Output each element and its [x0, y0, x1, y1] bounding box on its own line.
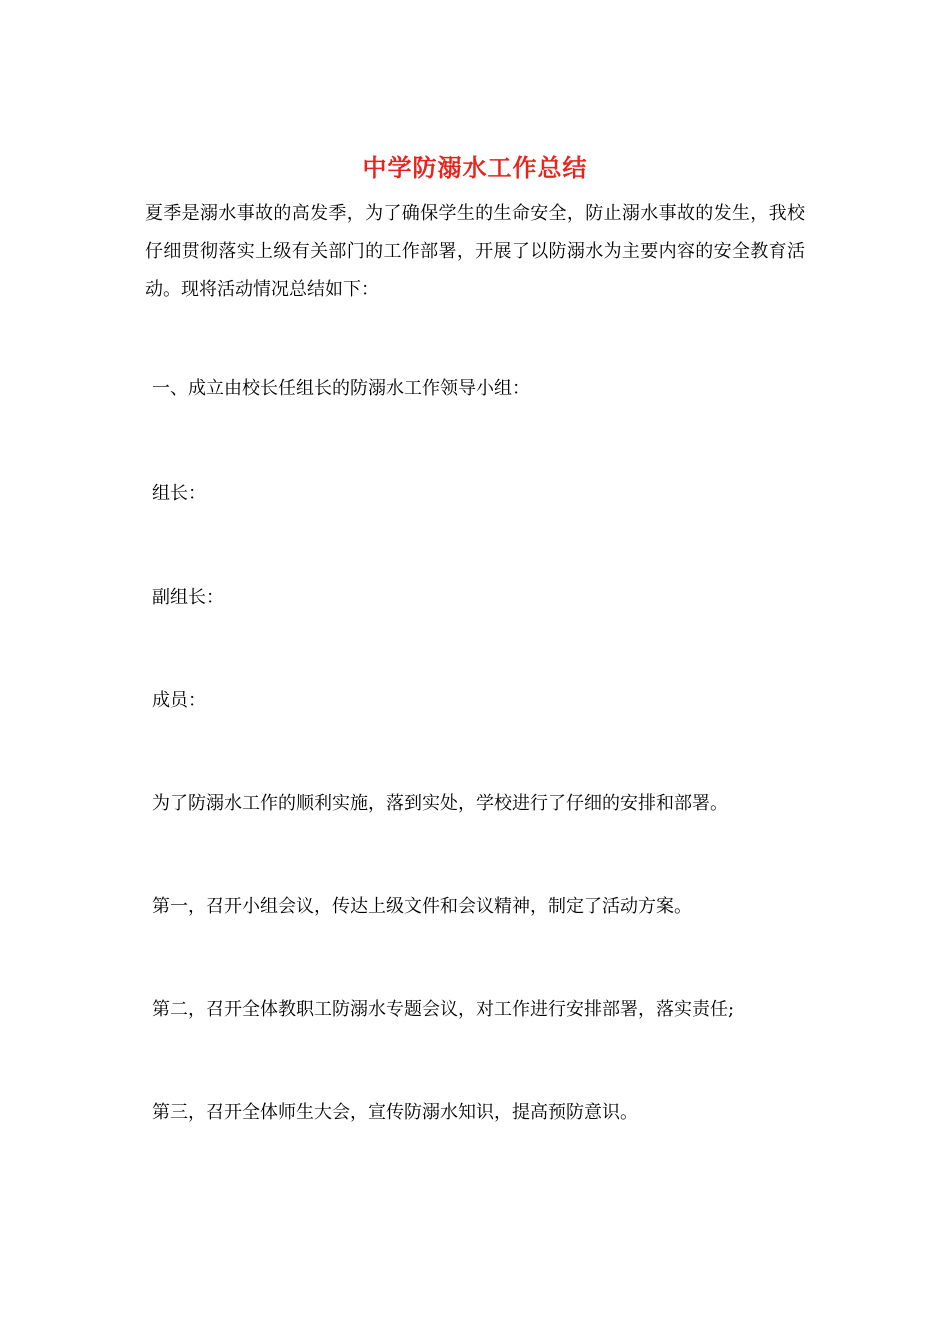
- leader-label: 组长：: [152, 483, 206, 504]
- step-1-paragraph: 第一，召开小组会议，传达上级文件和会议精神，制定了活动方案。: [152, 896, 692, 917]
- step-3-paragraph: 第三，召开全体师生大会，宣传防溺水知识，提高预防意识。: [152, 1102, 638, 1123]
- document-title: 中学防溺水工作总结: [362, 153, 588, 182]
- intro-paragraph: 夏季是溺水事故的高发季，为了确保学生的生命安全，防止溺水事故的发生，我校仔细贯彻落实上级有关部门的工作部署，开展了以防溺水为主要内容的安全教育活动。现将活动情况总结如下：: [145, 203, 805, 300]
- section-1-heading: 一、成立由校长任组长的防溺水工作领导小组：: [152, 378, 530, 399]
- members-label: 成员：: [152, 690, 206, 711]
- step-2-paragraph: 第二，召开全体教职工防溺水专题会议，对工作进行安排部署，落实责任;: [152, 999, 735, 1020]
- deputy-leader-label: 副组长：: [152, 587, 224, 608]
- arrangement-paragraph: 为了防溺水工作的顺利实施，落到实处，学校进行了仔细的安排和部署。: [152, 793, 728, 814]
